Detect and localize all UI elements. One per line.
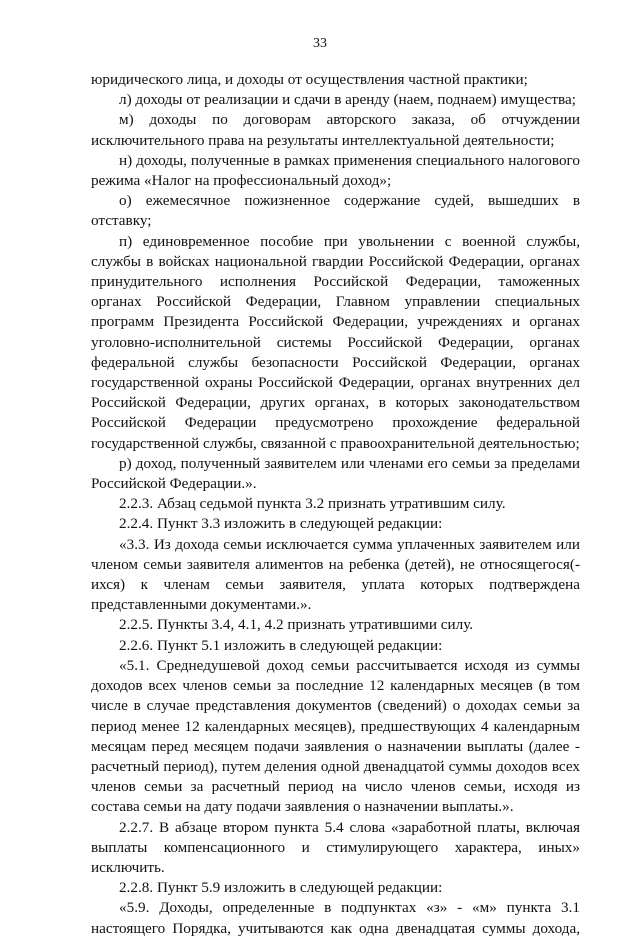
paragraph-2-2-3: 2.2.3. Абзац седьмой пункта 3.2 признать утратившим силу.	[119, 495, 506, 513]
page-number: 33	[313, 36, 327, 51]
paragraph-item-o: о) ежемесячное пожизненное содержание судей, вышедших в отставку;	[91, 192, 580, 230]
paragraph-2-2-8: 2.2.8. Пункт 5.9 изложить в следующей редакции:	[119, 879, 443, 897]
paragraph-item-m: м) доходы по договорам авторского заказа, об отчуждении исключительного права на результаты интеллектуальной деятельности;	[91, 111, 580, 149]
paragraph-2-2-5: 2.2.5. Пункты 3.4, 4.1, 4.2 признать утратившими силу.	[119, 616, 474, 634]
paragraph-item-l: л) доходы от реализации и сдачи в аренду (наем, поднаем) имущества;	[119, 91, 576, 109]
paragraph-quote-5-1: «5.1. Среднедушевой доход семьи рассчитывается исходя из суммы доходов всех членов семьи за последние 12 календарных месяцев (в том числе в случае представления документов (сведений) о доходах семьи за период менее 12 календарных месяцев), предшествующих 4 календарным месяцам перед месяцем подачи заявления о назначении выплаты (далее - расчетный период), путем деления одной двенадцатой суммы доходов всех членов семьи за расчетный период на число членов семьи, исходя из состава семьи на дату подачи заявления о назначении выплаты.».	[91, 656, 580, 816]
paragraph-item-r: р) доход, полученный заявителем или членами его семьи за пределами Российской Федерации.».	[91, 454, 580, 493]
paragraph-continuation: юридического лица, и доходы от осуществления частной практики;	[91, 71, 528, 88]
document-body	[91, 70, 580, 939]
paragraph-2-2-4: 2.2.4. Пункт 3.3 изложить в следующей редакции:	[119, 515, 443, 533]
paragraph-quote-3-3: «3.3. Из дохода семьи исключается сумма уплаченных заявителем или членом семьи заявителя алиментов на ребенка (детей), не относящегося(-ихся) к членам семьи заявителя, уплата которых подтверждена представленными документами.».	[91, 535, 580, 614]
paragraph-2-2-6: 2.2.6. Пункт 5.1 изложить в следующей редакции:	[119, 636, 443, 654]
paragraph-item-p: п) единовременное пособие при увольнении с военной службы, службы в войсках национальной гвардии Российской Федерации, органах принудительного исполнения Российской Федерации, таможенных органах Российской Федерации, Главном управлении специальных программ Президента Российской Федерации, учреждениях и органах уголовно-исполнительной системы Российской Федерации, органах федеральной службы безопасности Российской Федерации, органах государственной охраны Российской Федерации, органах внутренних дел Российской Федерации, других органах, в которых законодательством Российской Федерации предусмотрено прохождение федеральной государственной службы, связанной с правоохранительной деятельностью;	[91, 232, 580, 452]
paragraph-quote-5-9: «5.9. Доходы, определенные в подпунктах «з» - «м» пункта 3.1 настоящего Порядка, учитываются как одна двенадцатая суммы дохода,	[91, 899, 580, 937]
paragraph-item-n: н) доходы, полученные в рамках применения специального налогового режима «Налог на профессиональный доход»;	[91, 151, 580, 190]
paragraph-2-2-7: 2.2.7. В абзаце втором пункта 5.4 слова «заработной платы, включая выплаты компенсационного и стимулирующего характера, иных» исключить.	[91, 818, 580, 876]
